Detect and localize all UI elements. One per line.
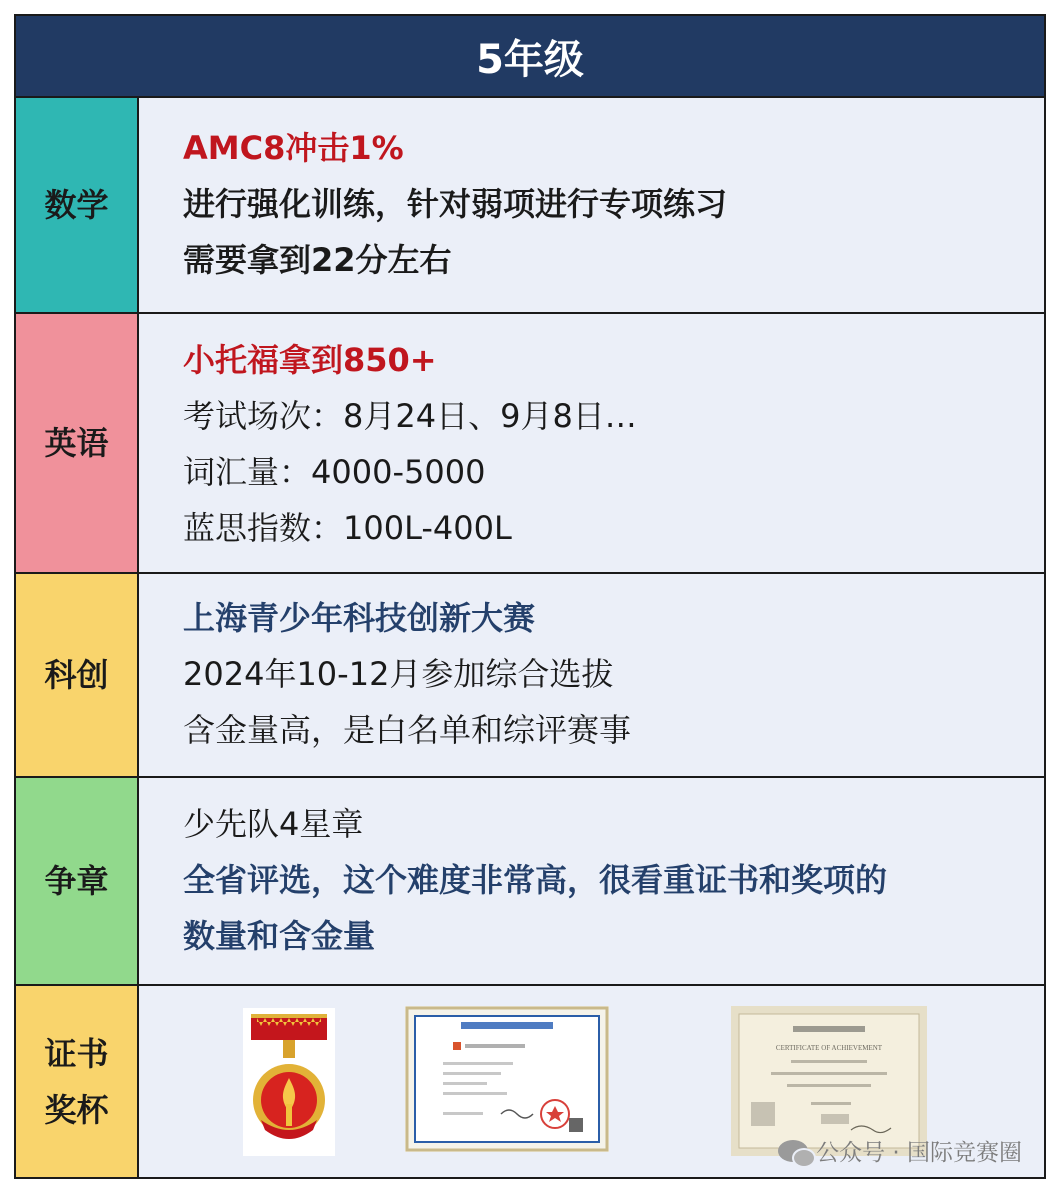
wechat-icon bbox=[778, 1140, 808, 1162]
badge-line: 少先队4星章 bbox=[183, 805, 364, 843]
row-content-english bbox=[139, 314, 1044, 572]
watermark-text: 公众号 · 国际竞赛圈 bbox=[816, 1140, 1022, 1166]
english-line: 词汇量：4000-5000 bbox=[183, 453, 486, 491]
row-label-english bbox=[16, 314, 137, 572]
english-title: 小托福拿到850+ bbox=[183, 341, 437, 379]
science-title: 上海青少年科技创新大赛 bbox=[183, 599, 536, 637]
english-line: 考试场次：8月24日、9月8日… bbox=[183, 397, 637, 435]
row-science bbox=[16, 574, 1044, 776]
math-line: 进行强化训练，针对弱项进行专项练习 bbox=[183, 185, 728, 223]
medal-image bbox=[243, 1008, 335, 1156]
row-label-math bbox=[16, 98, 137, 312]
grade-plan-table bbox=[14, 14, 1046, 1179]
label-text: 科创 bbox=[44, 656, 109, 694]
row-label-badge bbox=[16, 778, 137, 984]
certs-images bbox=[139, 986, 1044, 1177]
label-text: 证书 bbox=[44, 1034, 109, 1073]
science-line: 2024年10-12月参加综合选拔 bbox=[183, 655, 614, 693]
row-math bbox=[16, 98, 1044, 312]
math-line: 需要拿到22分左右 bbox=[183, 241, 452, 279]
badge-highlight: 数量和含金量 bbox=[183, 917, 376, 955]
row-content-badge bbox=[139, 778, 1044, 984]
watermark bbox=[778, 1134, 1022, 1167]
row-label-certs bbox=[16, 986, 137, 1177]
certificate-title: CERTIFICATE OF ACHIEVEMENT bbox=[775, 1044, 883, 1052]
row-certs bbox=[16, 986, 1044, 1177]
label-text: 奖杯 bbox=[44, 1090, 109, 1129]
row-content-science bbox=[139, 574, 1044, 776]
label-text: 数学 bbox=[44, 186, 109, 224]
english-line: 蓝思指数：100L-400L bbox=[183, 509, 512, 547]
row-label-science bbox=[16, 574, 137, 776]
row-content-math bbox=[139, 98, 1044, 312]
table-header bbox=[16, 16, 1044, 96]
certificate-image bbox=[405, 1006, 609, 1152]
math-title: AMC8冲击1% bbox=[183, 129, 404, 167]
badge-highlight: 全省评选，这个难度非常高，很看重证书和奖项的 bbox=[183, 861, 888, 899]
header-title: 5年级 bbox=[476, 36, 584, 83]
label-text: 争章 bbox=[44, 862, 109, 900]
row-badge bbox=[16, 778, 1044, 984]
row-english bbox=[16, 314, 1044, 572]
label-text: 英语 bbox=[44, 424, 109, 462]
science-line: 含金量高，是白名单和综评赛事 bbox=[183, 711, 632, 749]
